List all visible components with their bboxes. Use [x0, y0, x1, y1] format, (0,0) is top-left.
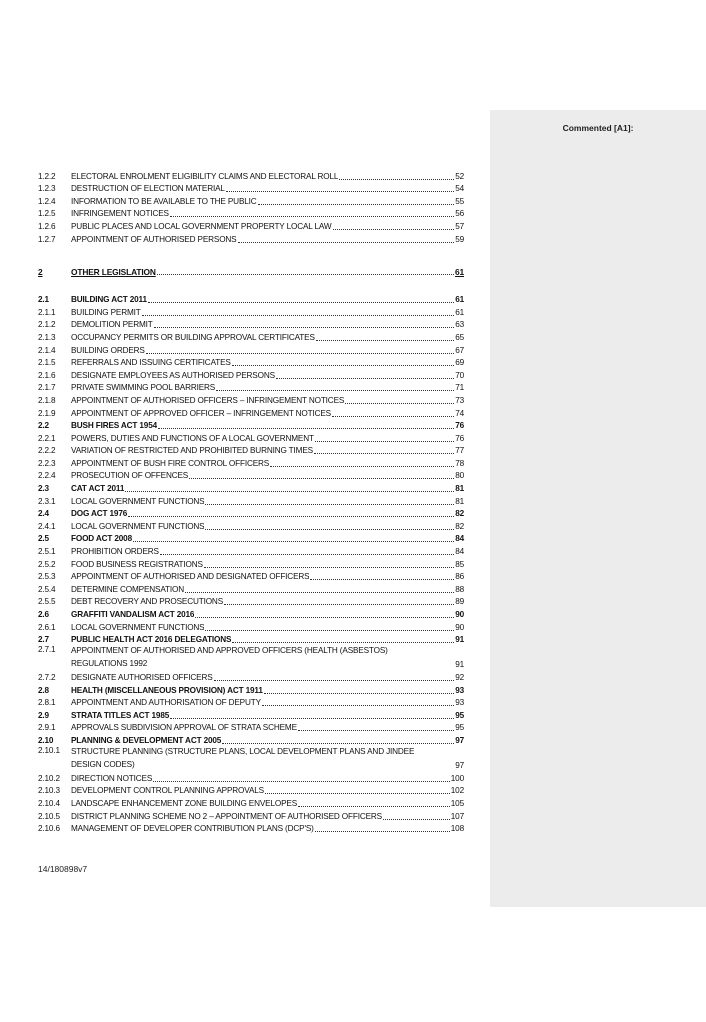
toc-entry-page: 61 [455, 295, 464, 305]
toc-section-number: 2 [38, 266, 43, 277]
toc-entry[interactable] [38, 182, 464, 195]
toc-entry[interactable] [38, 683, 464, 696]
toc-leader-dots [205, 503, 454, 505]
toc-entry[interactable] [38, 381, 464, 394]
toc-entry-page: 95 [455, 710, 464, 720]
toc-leader-dots [125, 490, 454, 492]
toc-entry[interactable] [38, 733, 464, 746]
toc-leader-dots [332, 415, 454, 417]
toc-entry-page: 89 [455, 597, 464, 607]
toc-entry-title: PLANNING & DEVELOPMENT ACT 2005 [71, 735, 222, 745]
toc-entry-title: APPOINTMENT OF AUTHORISED PERSONS [71, 234, 237, 244]
toc-entry[interactable] [38, 519, 464, 532]
toc-entry-title: PROHIBITION ORDERS [71, 547, 159, 557]
toc-entry-number: 2.1.6 [38, 370, 56, 380]
toc-entry-number: 1.2.3 [38, 184, 56, 194]
toc-entry-title: DIRECTION NOTICES [71, 773, 153, 783]
toc-entry-title: INFORMATION TO BE AVAILABLE TO THE PUBLIC [71, 196, 257, 206]
toc-leader-dots [315, 830, 450, 832]
toc-leader-dots [185, 591, 454, 593]
toc-entry[interactable] [38, 207, 464, 220]
toc-entry[interactable] [38, 368, 464, 381]
toc-entry-title: DEMOLITION PERMIT [71, 320, 153, 330]
toc-entry-title: VARIATION OF RESTRICTED AND PROHIBITED BURNING TIMES [71, 446, 313, 456]
toc-entry-number: 2.10.6 [38, 824, 60, 834]
toc-entry-page: 76 [455, 433, 464, 443]
toc-entry-title: DESIGNATE AUTHORISED OFFICERS [71, 672, 213, 682]
toc-entry-number: 2.10 [38, 735, 54, 745]
toc-entry-page: 52 [455, 171, 464, 181]
toc-entry-page: 57 [455, 221, 464, 231]
toc-leader-dots [205, 629, 454, 631]
toc-leader-dots [310, 578, 454, 580]
toc-entry-number: 2.1.5 [38, 358, 56, 368]
toc-section-title: OTHER LEGISLATION [71, 266, 156, 277]
toc-leader-dots [154, 326, 455, 328]
toc-entry-page: 84 [455, 547, 464, 557]
toc-entry-title: BUILDING ACT 2011 [71, 295, 147, 305]
toc-entry-page: 84 [455, 534, 464, 544]
toc-entry-number: 2.2.3 [38, 458, 56, 468]
toc-entry-title: DISTRICT PLANNING SCHEME NO 2 – APPOINTMENT OF AUTHORISED OFFICERS [71, 811, 382, 821]
toc-entry[interactable] [38, 330, 464, 343]
toc-entry-page: 59 [455, 234, 464, 244]
toc-entry-page: 81 [455, 496, 464, 506]
toc-leader-dots [238, 241, 455, 243]
toc-entry-number: 2.5.4 [38, 584, 56, 594]
spacer [38, 245, 464, 263]
toc-leader-dots [383, 818, 450, 820]
toc-entry-page: 63 [455, 320, 464, 330]
toc-entry-number: 2.2.1 [38, 433, 56, 443]
toc-entry-number: 2.5.2 [38, 559, 56, 569]
toc-entry-page: 76 [455, 421, 464, 431]
toc-entry-page: 70 [455, 370, 464, 380]
toc-entry-title: STRUCTURE PLANNING (STRUCTURE PLANS, LOCAL DEVELOPMENT PLANS AND JINDEE DESIGN CODES) [71, 746, 415, 769]
toc-leader-dots [224, 603, 454, 605]
toc-entry-title: APPOINTMENT OF AUTHORISED AND APPROVED OFFICERS (HEALTH (ASBESTOS) REGULATIONS 1992 [71, 646, 388, 668]
toc-leader-dots [222, 742, 454, 744]
toc-entry-number: 2.10.3 [38, 786, 60, 796]
toc-entry[interactable] [38, 607, 464, 620]
toc-entry-page: 85 [455, 559, 464, 569]
toc-entry-title: APPROVALS SUBDIVISION APPROVAL OF STRATA SCHEME [71, 723, 297, 733]
toc-entry[interactable] [38, 582, 464, 595]
toc-leader-dots [189, 477, 454, 479]
toc-leader-dots [205, 528, 454, 530]
toc-entry-title: APPOINTMENT OF AUTHORISED AND DESIGNATED OFFICERS [71, 572, 310, 582]
toc-entry-page: 91 [455, 635, 464, 645]
toc-entry-number: 2.1.2 [38, 320, 56, 330]
toc-entry-title: GRAFFITI VANDALISM ACT 2016 [71, 610, 195, 619]
toc-entry-title: BUILDING ORDERS [71, 345, 145, 355]
toc-entry-number: 2.7.1 [38, 645, 56, 655]
toc-leader-dots [160, 553, 454, 555]
toc-group-1 [38, 169, 464, 245]
toc-entry-number: 2.1.3 [38, 332, 56, 342]
toc-entry[interactable] [38, 194, 464, 207]
toc-entry-page: 100 [450, 773, 464, 783]
toc-entry-title: LOCAL GOVERNMENT FUNCTIONS [71, 496, 205, 506]
toc-entry-title: LOCAL GOVERNMENT FUNCTIONS [71, 521, 205, 531]
toc-leader-dots [157, 273, 454, 275]
toc-entry-title: DOG ACT 1976 [71, 509, 128, 519]
toc-entry-page: 102 [450, 786, 464, 796]
toc-leader-dots [262, 704, 454, 706]
toc-entry-number: 1.2.6 [38, 221, 56, 231]
toc-entry-number: 2.6.1 [38, 622, 56, 632]
toc-entry-title: STRATA TITLES ACT 1985 [71, 710, 170, 720]
toc-entry[interactable] [38, 507, 464, 520]
toc-entry-title: DEBT RECOVERY AND PROSECUTIONS [71, 597, 224, 607]
toc-entry-page: 92 [455, 672, 464, 682]
toc-leader-dots [333, 228, 455, 230]
toc-entry-page: 82 [455, 509, 464, 519]
toc-entry-page: 80 [455, 471, 464, 481]
toc-leader-dots [270, 465, 454, 467]
toc-leader-dots [276, 377, 454, 379]
toc-leader-dots [195, 616, 454, 618]
toc-entry[interactable] [38, 406, 464, 419]
toc-entry-number: 2.4 [38, 509, 49, 519]
toc-entry[interactable] [38, 557, 464, 570]
toc-entry-title: MANAGEMENT OF DEVELOPER CONTRIBUTION PLANS (DCP'S) [71, 824, 314, 834]
toc-entry-title: PUBLIC HEALTH ACT 2016 DELEGATIONS [71, 635, 232, 645]
toc-leader-dots [345, 402, 454, 404]
toc-section-page: 61 [454, 266, 464, 277]
toc-leader-dots [339, 178, 454, 180]
toc-entry[interactable] [38, 532, 464, 545]
comment-panel [490, 110, 706, 907]
toc-entry-title: BUSH FIRES ACT 1954 [71, 421, 158, 431]
toc-entry[interactable] [38, 809, 464, 822]
toc-entry-number: 2.9 [38, 710, 49, 720]
toc-entry[interactable] [38, 620, 464, 633]
toc-entry-number: 2.1.4 [38, 345, 56, 355]
toc-entry-page: 81 [455, 484, 464, 494]
toc-leader-dots [315, 440, 454, 442]
toc-entry-number: 1.2.4 [38, 196, 56, 206]
toc-leader-dots [265, 792, 450, 794]
toc-entry[interactable] [38, 219, 464, 232]
toc-entry[interactable] [38, 544, 464, 557]
toc-entry-number: 2.2.4 [38, 471, 56, 481]
toc-entry-number: 2.8.1 [38, 698, 56, 708]
toc-entry-number: 2.1.9 [38, 408, 56, 418]
toc-entry-page: 105 [450, 798, 464, 808]
toc-entry-page: 54 [455, 184, 464, 194]
toc-entry-number: 2.1.7 [38, 383, 56, 393]
comment-title: Commented [A1]: [562, 123, 634, 133]
toc-leader-dots [226, 190, 454, 192]
toc-entry[interactable] [38, 771, 464, 784]
toc-entry[interactable] [38, 494, 464, 507]
toc-group-2 [38, 293, 464, 835]
toc-entry-page: 88 [455, 584, 464, 594]
toc-entry[interactable] [38, 822, 464, 835]
toc-entry-title: APPOINTMENT OF BUSH FIRE CONTROL OFFICERS [71, 458, 270, 468]
toc-entry-title: BUILDING PERMIT [71, 307, 141, 317]
toc-entry-title: FOOD ACT 2008 [71, 534, 132, 544]
toc-entry-title: ELECTORAL ENROLMENT ELIGIBILITY CLAIMS AND ELECTORAL ROLL [71, 171, 339, 181]
toc-entry[interactable] [38, 356, 464, 369]
toc-entry-title: DEVELOPMENT CONTROL PLANNING APPROVALS [71, 786, 264, 796]
toc-leader-dots [298, 805, 450, 807]
toc-entry-number: 2.10.4 [38, 798, 60, 808]
toc-entry-number: 2.10.2 [38, 773, 60, 783]
toc-entry[interactable] [38, 419, 464, 432]
toc-entry-title: CAT ACT 2011 [71, 484, 125, 494]
toc-entry-title: DESIGNATE EMPLOYEES AS AUTHORISED PERSONS [71, 370, 275, 380]
toc-entry-number: 2.1 [38, 295, 49, 305]
toc-entry-page: 69 [455, 358, 464, 368]
toc-entry-page: 67 [455, 345, 464, 355]
document-reference: 14/180898v7 [38, 864, 88, 874]
toc-entry-page: 78 [455, 458, 464, 468]
toc-entry[interactable] [38, 318, 464, 331]
toc-entry-number: 1.2.5 [38, 209, 56, 219]
toc-entry-page: 61 [455, 307, 464, 317]
toc-entry-number: 2.9.1 [38, 723, 56, 733]
toc-leader-dots [153, 780, 450, 782]
toc-leader-dots [170, 215, 454, 217]
toc-entry[interactable] [38, 746, 464, 771]
toc-entry-title: PROSECUTION OF OFFENCES [71, 471, 189, 481]
toc-entry[interactable] [38, 696, 464, 709]
toc-entry[interactable] [38, 469, 464, 482]
toc-entry[interactable] [38, 595, 464, 608]
toc-entry-number: 2.8 [38, 685, 49, 695]
toc-entry-number: 2.5.5 [38, 597, 56, 607]
toc-entry[interactable] [38, 293, 464, 306]
toc-entry-page: 71 [455, 383, 464, 393]
toc-leader-dots [232, 364, 454, 366]
toc-entry-title: FOOD BUSINESS REGISTRATIONS [71, 559, 203, 569]
toc-entry-title: APPOINTMENT OF AUTHORISED OFFICERS – INFRINGEMENT NOTICES [71, 395, 345, 405]
toc-entry[interactable] [38, 570, 464, 583]
toc-entry-page: 73 [455, 395, 464, 405]
toc-leader-dots [142, 314, 455, 316]
toc-entry[interactable] [38, 343, 464, 356]
toc-entry-title: LOCAL GOVERNMENT FUNCTIONS [71, 622, 205, 632]
toc-entry-title: REFERRALS AND ISSUING CERTIFICATES [71, 358, 231, 368]
toc-entry-number: 2.4.1 [38, 521, 56, 531]
toc-entry[interactable] [38, 796, 464, 809]
toc-entry-number: 2.6 [38, 610, 49, 619]
toc-entry-number: 2.7.2 [38, 672, 56, 682]
toc-entry-number: 2.5.3 [38, 572, 56, 582]
toc-entry-page: 90 [455, 610, 464, 619]
toc-entry-page: 74 [455, 408, 464, 418]
toc-entry[interactable] [38, 721, 464, 734]
toc-leader-dots [214, 679, 455, 681]
toc-entry-title: PUBLIC PLACES AND LOCAL GOVERNMENT PROPERTY LOCAL LAW [71, 221, 332, 231]
toc-entry[interactable] [38, 305, 464, 318]
toc-entry-page: 95 [455, 723, 464, 733]
toc-entry-number: 2.2.2 [38, 446, 56, 456]
toc-entry[interactable] [38, 670, 464, 683]
toc-entry-number: 1.2.2 [38, 171, 56, 181]
toc-entry-title: HEALTH (MISCELLANEOUS PROVISION) ACT 1911 [71, 685, 263, 695]
toc-entry-page: 65 [455, 332, 464, 342]
toc-entry-page: 91 [455, 660, 464, 670]
toc-entry[interactable] [38, 444, 464, 457]
toc-entry[interactable] [38, 431, 464, 444]
toc-entry-title: APPOINTMENT OF APPROVED OFFICER – INFRINGEMENT NOTICES [71, 408, 331, 418]
toc-entry-number: 2.5.1 [38, 547, 56, 557]
toc-entry-page: 93 [455, 698, 464, 708]
toc-entry[interactable] [38, 169, 464, 182]
toc-entry[interactable] [38, 784, 464, 797]
toc-leader-dots [298, 729, 454, 731]
toc-leader-dots [128, 515, 454, 517]
toc-entry-number: 2.1.8 [38, 395, 56, 405]
toc-entry[interactable] [38, 393, 464, 406]
toc-entry-page: 77 [455, 446, 464, 456]
toc-entry-page: 90 [455, 622, 464, 632]
toc-entry-title: DETERMINE COMPENSATION [71, 584, 184, 594]
toc-entry-number: 2.2 [38, 421, 49, 431]
toc-entry-number: 2.7 [38, 635, 49, 645]
toc-leader-dots [216, 389, 454, 391]
toc-entry-number: 2.3 [38, 484, 49, 494]
toc-entry-title: POWERS, DUTIES AND FUNCTIONS OF A LOCAL GOVERNMENT [71, 433, 314, 443]
toc-entry[interactable] [38, 633, 464, 646]
toc-leader-dots [158, 427, 454, 429]
toc-entry-title: OCCUPANCY PERMITS OR BUILDING APPROVAL CERTIFICATES [71, 332, 315, 342]
toc-entry-page: 93 [455, 685, 464, 695]
toc-entry-title: PRIVATE SWIMMING POOL BARRIERS [71, 383, 216, 393]
toc-leader-dots [204, 566, 454, 568]
toc-entry-page: 97 [455, 761, 464, 771]
toc-entry-page: 56 [455, 209, 464, 219]
toc-entry-page: 107 [450, 811, 464, 821]
toc-leader-dots [232, 641, 454, 643]
toc-entry-title: DESTRUCTION OF ELECTION MATERIAL [71, 184, 225, 194]
toc-entry[interactable] [38, 481, 464, 494]
toc-entry-number: 2.5 [38, 534, 49, 544]
toc-entry[interactable] [38, 456, 464, 469]
toc-entry-title: INFRINGEMENT NOTICES [71, 209, 169, 219]
toc-entry-number: 2.10.1 [38, 745, 60, 755]
toc-entry-number: 2.3.1 [38, 496, 56, 506]
toc-entry-number: 2.1.1 [38, 307, 56, 317]
toc-leader-dots [133, 540, 454, 542]
toc-entry-page: 86 [455, 572, 464, 582]
toc-leader-dots [264, 692, 454, 694]
toc-leader-dots [316, 339, 454, 341]
toc-entry[interactable] [38, 645, 464, 670]
toc-entry-title: LANDSCAPE ENHANCEMENT ZONE BUILDING ENVELOPES [71, 798, 298, 808]
toc-entry-number: 1.2.7 [38, 234, 56, 244]
toc-entry-number: 2.10.5 [38, 811, 60, 821]
toc-leader-dots [258, 203, 455, 205]
toc-entry-title: APPOINTMENT AND AUTHORISATION OF DEPUTY [71, 698, 261, 708]
spacer [38, 277, 464, 293]
toc-entry[interactable] [38, 232, 464, 245]
toc-leader-dots [314, 452, 454, 454]
toc-leader-dots [170, 717, 454, 719]
toc-leader-dots [146, 352, 454, 354]
toc-section-heading[interactable] [38, 263, 464, 277]
toc-entry-page: 55 [455, 196, 464, 206]
toc-entry-page: 82 [455, 521, 464, 531]
table-of-contents [38, 169, 464, 834]
toc-entry-page: 108 [450, 824, 464, 834]
toc-leader-dots [148, 301, 454, 303]
toc-entry-page: 97 [455, 735, 464, 745]
toc-entry[interactable] [38, 708, 464, 721]
